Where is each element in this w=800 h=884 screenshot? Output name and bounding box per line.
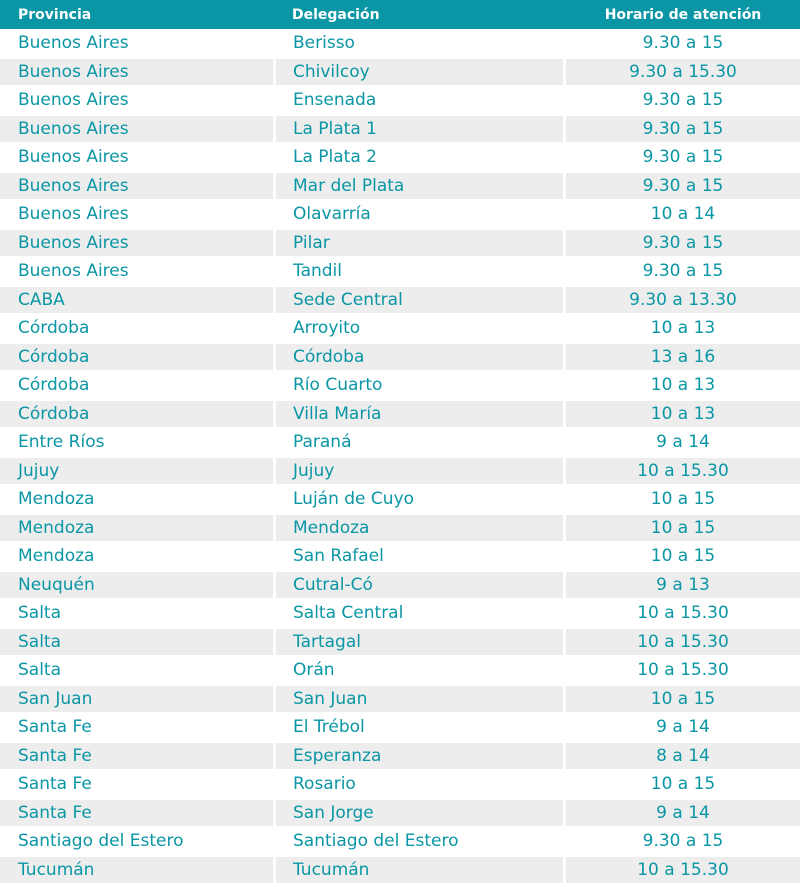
- cell-provincia: Salta: [0, 599, 276, 628]
- cell-horario: 10 a 13: [566, 400, 800, 429]
- cell-provincia: Córdoba: [0, 400, 276, 429]
- cell-delegacion: Orán: [276, 656, 566, 685]
- cell-horario: 10 a 15.30: [566, 457, 800, 486]
- cell-horario: 10 a 15: [566, 514, 800, 543]
- table-row: [0, 856, 800, 884]
- cell-delegacion: El Trébol: [276, 713, 566, 742]
- cell-provincia: Córdoba: [0, 371, 276, 400]
- cell-horario: 8 a 14: [566, 742, 800, 771]
- cell-provincia: Salta: [0, 628, 276, 657]
- table-row: [0, 314, 800, 343]
- table-row: [0, 713, 800, 742]
- cell-provincia: Mendoza: [0, 514, 276, 543]
- cell-provincia: Jujuy: [0, 457, 276, 486]
- cell-horario: 9.30 a 15: [566, 143, 800, 172]
- cell-horario: 10 a 13: [566, 371, 800, 400]
- table-row: [0, 799, 800, 828]
- cell-provincia: Córdoba: [0, 314, 276, 343]
- table-row: [0, 827, 800, 856]
- cell-horario: 9.30 a 13.30: [566, 286, 800, 315]
- cell-delegacion: Tartagal: [276, 628, 566, 657]
- header-delegacion: Delegación: [276, 0, 566, 29]
- table-row: [0, 29, 800, 58]
- cell-horario: 9 a 13: [566, 571, 800, 600]
- cell-horario: 9.30 a 15: [566, 229, 800, 258]
- cell-provincia: Neuquén: [0, 571, 276, 600]
- cell-provincia: Mendoza: [0, 485, 276, 514]
- cell-delegacion: San Rafael: [276, 542, 566, 571]
- cell-delegacion: Cutral-Có: [276, 571, 566, 600]
- cell-provincia: Entre Ríos: [0, 428, 276, 457]
- cell-provincia: CABA: [0, 286, 276, 315]
- header-row: [0, 0, 800, 29]
- cell-delegacion: Tucumán: [276, 856, 566, 884]
- header-horario: Horario de atención: [566, 0, 800, 29]
- cell-provincia: Buenos Aires: [0, 200, 276, 229]
- table-row: [0, 485, 800, 514]
- table-row: [0, 58, 800, 87]
- table-row: [0, 343, 800, 372]
- table-row: [0, 542, 800, 571]
- table-row: [0, 571, 800, 600]
- cell-provincia: Buenos Aires: [0, 29, 276, 58]
- cell-delegacion: Jujuy: [276, 457, 566, 486]
- cell-horario: 10 a 15.30: [566, 656, 800, 685]
- cell-horario: 10 a 15.30: [566, 856, 800, 884]
- table-row: [0, 400, 800, 429]
- cell-delegacion: La Plata 1: [276, 115, 566, 144]
- table-row: [0, 286, 800, 315]
- cell-provincia: Salta: [0, 656, 276, 685]
- cell-delegacion: Rosario: [276, 770, 566, 799]
- cell-provincia: Buenos Aires: [0, 172, 276, 201]
- table-row: [0, 656, 800, 685]
- cell-horario: 10 a 13: [566, 314, 800, 343]
- cell-horario: 9.30 a 15: [566, 827, 800, 856]
- cell-delegacion: Pilar: [276, 229, 566, 258]
- table-row: [0, 685, 800, 714]
- cell-provincia: Santa Fe: [0, 742, 276, 771]
- cell-delegacion: Paraná: [276, 428, 566, 457]
- cell-delegacion: Córdoba: [276, 343, 566, 372]
- cell-horario: 13 a 16: [566, 343, 800, 372]
- cell-delegacion: Olavarría: [276, 200, 566, 229]
- table-row: [0, 86, 800, 115]
- cell-delegacion: La Plata 2: [276, 143, 566, 172]
- table-row: [0, 514, 800, 543]
- cell-delegacion: Arroyito: [276, 314, 566, 343]
- cell-horario: 9 a 14: [566, 428, 800, 457]
- cell-horario: 9.30 a 15.30: [566, 58, 800, 87]
- cell-delegacion: Mendoza: [276, 514, 566, 543]
- table-row: [0, 457, 800, 486]
- cell-delegacion: Ensenada: [276, 86, 566, 115]
- cell-horario: 10 a 15.30: [566, 599, 800, 628]
- cell-delegacion: Luján de Cuyo: [276, 485, 566, 514]
- table-row: [0, 115, 800, 144]
- cell-horario: 9.30 a 15: [566, 257, 800, 286]
- table-row: [0, 428, 800, 457]
- cell-provincia: Buenos Aires: [0, 143, 276, 172]
- cell-horario: 9.30 a 15: [566, 172, 800, 201]
- cell-horario: 10 a 15: [566, 770, 800, 799]
- cell-horario: 10 a 14: [566, 200, 800, 229]
- cell-provincia: Santiago del Estero: [0, 827, 276, 856]
- cell-provincia: San Juan: [0, 685, 276, 714]
- table-header: [0, 0, 800, 29]
- cell-horario: 9.30 a 15: [566, 29, 800, 58]
- cell-horario: 9.30 a 15: [566, 86, 800, 115]
- cell-provincia: Buenos Aires: [0, 115, 276, 144]
- cell-delegacion: Río Cuarto: [276, 371, 566, 400]
- cell-delegacion: Salta Central: [276, 599, 566, 628]
- table-row: [0, 742, 800, 771]
- cell-horario: 10 a 15: [566, 542, 800, 571]
- cell-horario: 10 a 15: [566, 685, 800, 714]
- cell-provincia: Buenos Aires: [0, 257, 276, 286]
- header-provincia: Provincia: [0, 0, 276, 29]
- cell-provincia: Buenos Aires: [0, 229, 276, 258]
- cell-delegacion: Esperanza: [276, 742, 566, 771]
- cell-delegacion: Berisso: [276, 29, 566, 58]
- table-row: [0, 628, 800, 657]
- cell-provincia: Córdoba: [0, 343, 276, 372]
- cell-delegacion: Santiago del Estero: [276, 827, 566, 856]
- cell-horario: 9 a 14: [566, 799, 800, 828]
- cell-provincia: Santa Fe: [0, 770, 276, 799]
- cell-horario: 9.30 a 15: [566, 115, 800, 144]
- cell-delegacion: San Jorge: [276, 799, 566, 828]
- table-row: [0, 229, 800, 258]
- cell-delegacion: Mar del Plata: [276, 172, 566, 201]
- cell-provincia: Santa Fe: [0, 799, 276, 828]
- cell-horario: 10 a 15: [566, 485, 800, 514]
- table-row: [0, 172, 800, 201]
- cell-delegacion: Chivilcoy: [276, 58, 566, 87]
- cell-provincia: Tucumán: [0, 856, 276, 884]
- table-row: [0, 770, 800, 799]
- table-body: [0, 29, 800, 884]
- table-row: [0, 200, 800, 229]
- cell-delegacion: Tandil: [276, 257, 566, 286]
- cell-delegacion: San Juan: [276, 685, 566, 714]
- table-row: [0, 371, 800, 400]
- cell-delegacion: Villa María: [276, 400, 566, 429]
- cell-provincia: Mendoza: [0, 542, 276, 571]
- cell-horario: 9 a 14: [566, 713, 800, 742]
- table-row: [0, 599, 800, 628]
- cell-provincia: Buenos Aires: [0, 58, 276, 87]
- table-row: [0, 143, 800, 172]
- cell-delegacion: Sede Central: [276, 286, 566, 315]
- cell-provincia: Buenos Aires: [0, 86, 276, 115]
- table-row: [0, 257, 800, 286]
- cell-horario: 10 a 15.30: [566, 628, 800, 657]
- cell-provincia: Santa Fe: [0, 713, 276, 742]
